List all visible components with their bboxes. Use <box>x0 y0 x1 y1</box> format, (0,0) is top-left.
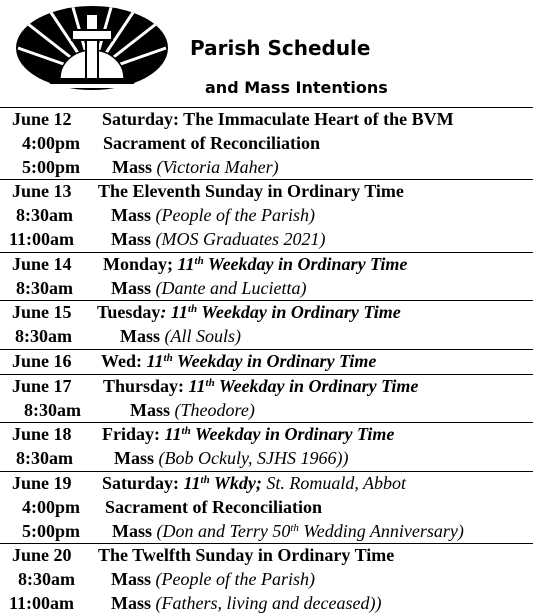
schedule-entry <box>0 592 533 616</box>
schedule-day <box>0 107 533 179</box>
entry-time: 4:00pm <box>22 496 80 517</box>
schedule-entry <box>0 375 533 399</box>
entry-description: Mass (Theodore) <box>130 399 255 420</box>
entry-description: The Twelfth Sunday in Ordinary Time <box>98 545 395 566</box>
entry-time: 11:00am <box>9 592 74 613</box>
entry-date: June 16 <box>12 350 72 371</box>
schedule-entry <box>0 472 533 496</box>
schedule-day <box>0 374 533 423</box>
schedule-entry <box>0 496 533 520</box>
entry-description: Saturday: The Immaculate Heart of the BVM <box>102 109 454 129</box>
entry-description: Mass (Dante and Lucietta) <box>111 277 307 298</box>
page-title: Parish Schedule <box>190 36 371 60</box>
schedule-entry <box>0 180 533 204</box>
entry-description: Thursday: 11th Weekday in Ordinary Time <box>103 375 419 396</box>
schedule-entry <box>0 253 533 277</box>
entry-description: Mass (Fathers, living and deceased)) <box>111 592 382 613</box>
entry-description: Mass (Don and Terry 50th Wedding Anniversary) <box>112 520 464 541</box>
schedule-day <box>0 543 533 615</box>
entry-date: June 14 <box>12 253 72 274</box>
entry-description: Mass (People of the Parish) <box>111 205 315 226</box>
schedule-entry <box>0 350 533 374</box>
entry-description: Sacrament of Reconciliation <box>103 132 320 153</box>
entry-time: 5:00pm <box>22 156 80 177</box>
schedule-entry <box>0 447 533 471</box>
entry-description: The Eleventh Sunday in Ordinary Time <box>98 181 404 202</box>
page-subtitle: and Mass Intentions <box>205 78 388 97</box>
entry-description: Monday; 11th Weekday in Ordinary Time <box>103 253 408 274</box>
entry-description: Mass (Bob Ockuly, SJHS 1966)) <box>114 448 349 469</box>
entry-description: Sacrament of Reconciliation <box>105 496 322 517</box>
schedule-day <box>0 471 533 543</box>
schedule-entry <box>0 544 533 568</box>
entry-date: June 13 <box>12 181 72 202</box>
schedule-day <box>0 422 533 471</box>
schedule-entry <box>0 132 533 156</box>
schedule-day <box>0 349 533 374</box>
entry-time: 8:30am <box>18 569 75 590</box>
schedule-entry <box>0 156 533 180</box>
schedule-entry <box>0 301 533 325</box>
entry-time: 4:00pm <box>22 132 80 153</box>
entry-time: 8:30am <box>16 205 73 226</box>
entry-description: Mass (Victoria Maher) <box>112 156 279 177</box>
schedule-entry <box>0 228 533 252</box>
entry-time: 11:00am <box>9 228 74 249</box>
entry-date: June 19 <box>12 472 72 493</box>
entry-date: June 20 <box>12 545 72 566</box>
entry-description: Mass (All Souls) <box>120 326 241 347</box>
schedule-day <box>0 179 533 251</box>
schedule-entry <box>0 520 533 544</box>
entry-description: Saturday: 11th Wkdy; St. Romuald, Abbot <box>102 472 407 493</box>
schedule-entry <box>0 423 533 447</box>
schedule-entry <box>0 204 533 228</box>
schedule-list <box>0 107 533 616</box>
entry-date: June 12 <box>12 109 72 129</box>
entry-time: 8:30am <box>24 399 81 420</box>
schedule-day <box>0 300 533 349</box>
schedule-entry <box>0 108 533 132</box>
schedule-entry <box>0 277 533 301</box>
entry-date: June 15 <box>12 302 72 323</box>
entry-description: Friday: 11th Weekday in Ordinary Time <box>102 424 395 445</box>
cross-sunrise-icon <box>14 4 170 92</box>
entry-description: Wed: 11th Weekday in Ordinary Time <box>101 350 377 371</box>
entry-description: Mass (People of the Parish) <box>111 569 315 590</box>
entry-date: June 18 <box>12 424 72 445</box>
entry-description: Mass (MOS Graduates 2021) <box>111 228 326 249</box>
schedule-entry <box>0 399 533 423</box>
entry-time: 8:30am <box>16 277 73 298</box>
schedule-entry <box>0 325 533 349</box>
entry-time: 5:00pm <box>22 520 80 541</box>
entry-date: June 17 <box>12 375 72 396</box>
entry-time: 8:30am <box>15 326 72 347</box>
entry-description: Tuesday: 11th Weekday in Ordinary Time <box>97 302 401 323</box>
entry-time: 8:30am <box>16 448 73 469</box>
schedule-day <box>0 252 533 301</box>
schedule-entry <box>0 568 533 592</box>
